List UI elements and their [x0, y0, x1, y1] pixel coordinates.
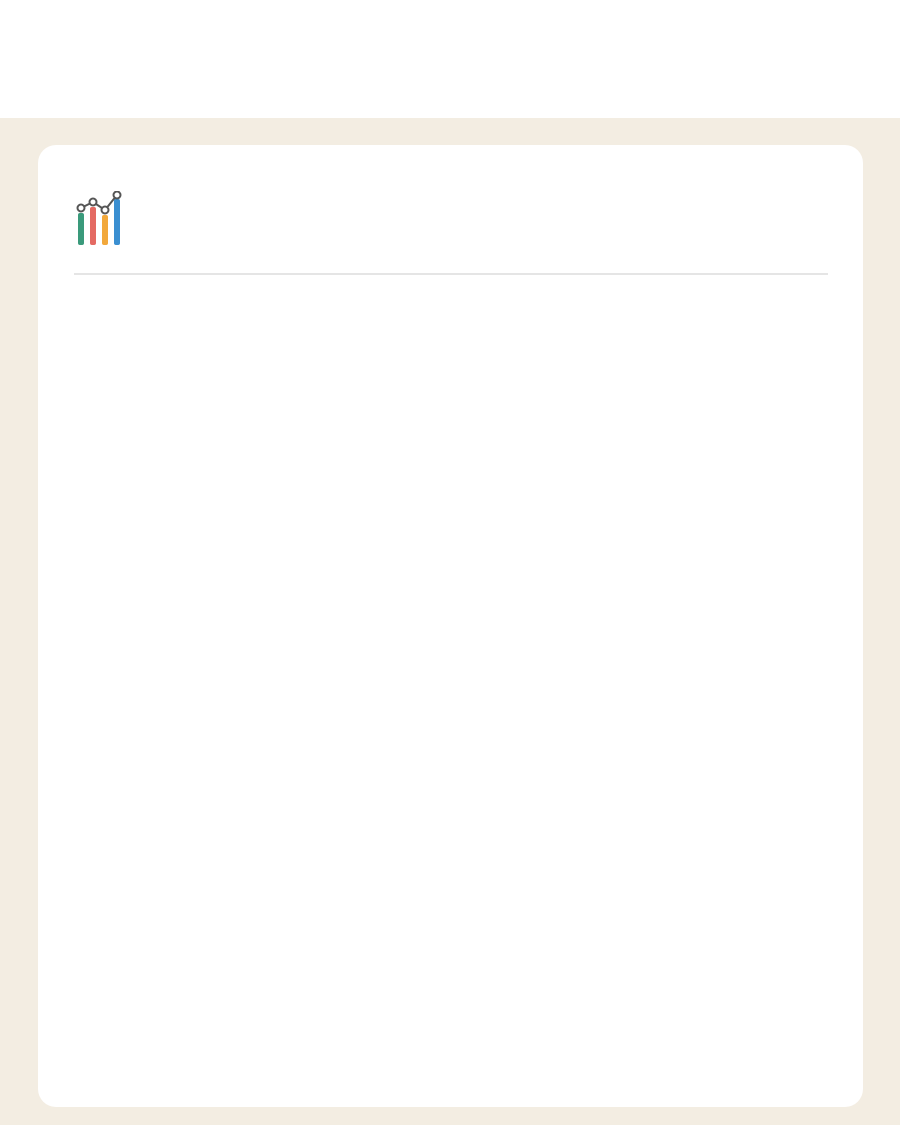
temperature-chart: [38, 640, 863, 780]
daily-forecast-card: [38, 145, 863, 1107]
title-divider: [74, 273, 828, 275]
bar-chart-icon: [74, 191, 130, 247]
header-bar: [0, 0, 900, 118]
